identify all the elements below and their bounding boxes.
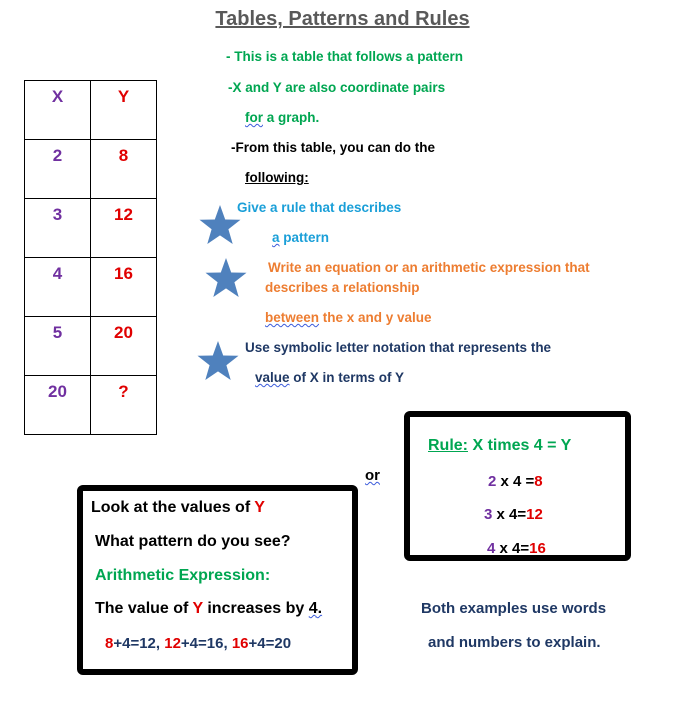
look-line bbox=[91, 499, 265, 517]
table-row bbox=[25, 258, 157, 317]
cell-y: ? bbox=[91, 376, 157, 435]
example-x: 2 bbox=[488, 473, 497, 490]
example-op: x 4= bbox=[495, 540, 530, 557]
expr-rest: +4=12, bbox=[113, 635, 165, 652]
xy-table bbox=[24, 80, 157, 435]
bullet-word: value bbox=[255, 370, 290, 385]
example-x: 3 bbox=[484, 506, 493, 523]
expr-rest: +4=20 bbox=[248, 635, 292, 652]
expr-term: 8 bbox=[105, 635, 114, 652]
cell-x: 20 bbox=[25, 376, 91, 435]
table-header-row bbox=[25, 81, 157, 140]
bullet-line bbox=[272, 230, 329, 245]
bullet-word: between bbox=[265, 310, 320, 325]
note-text: a graph. bbox=[263, 110, 320, 125]
look-line bbox=[95, 600, 322, 618]
note-line bbox=[245, 110, 319, 125]
bullet-text: the x and y value bbox=[319, 310, 432, 325]
look-text: increases by bbox=[202, 600, 309, 617]
table-row bbox=[25, 199, 157, 258]
look-y: Y bbox=[192, 600, 203, 617]
footer-line: and numbers to explain. bbox=[428, 634, 601, 651]
footer-line: Both examples use words bbox=[421, 600, 607, 617]
cell-x: 2 bbox=[25, 140, 91, 199]
rule-example bbox=[484, 506, 543, 523]
cell-x: 3 bbox=[25, 199, 91, 258]
bullet-line: describes a relationship bbox=[265, 280, 420, 295]
bullet-line bbox=[255, 370, 404, 385]
cell-y: 12 bbox=[91, 199, 157, 258]
look-text: Look at the values of bbox=[91, 499, 255, 516]
look-y: Y bbox=[254, 499, 265, 516]
expression-line bbox=[105, 635, 291, 652]
cell-x: 4 bbox=[25, 258, 91, 317]
bullet-word: a bbox=[272, 230, 280, 245]
rule-text: X times 4 = Y bbox=[468, 437, 572, 454]
table-row bbox=[25, 140, 157, 199]
expr-term: 16 bbox=[231, 635, 249, 652]
bullet-line: Give a rule that describes bbox=[237, 200, 402, 215]
look-text: The value of bbox=[95, 600, 193, 617]
rule-box bbox=[404, 411, 631, 561]
star-icon bbox=[196, 340, 240, 382]
bullet-line bbox=[265, 310, 432, 325]
example-op: x 4= bbox=[492, 506, 527, 523]
bullet-line: Write an equation or an arithmetic expression that bbox=[268, 260, 590, 275]
look-text: 4. bbox=[308, 600, 323, 617]
table-row bbox=[25, 376, 157, 435]
table-row bbox=[25, 317, 157, 376]
look-line: What pattern do you see? bbox=[95, 533, 291, 550]
example-x: 4 bbox=[487, 540, 496, 557]
page-title: Tables, Patterns and Rules bbox=[215, 8, 470, 30]
cell-y: 16 bbox=[91, 258, 157, 317]
header-y: Y bbox=[91, 81, 157, 140]
bullet-line: Use symbolic letter notation that represents the bbox=[245, 340, 552, 355]
expr-rest: +4=16, bbox=[180, 635, 232, 652]
example-y: 16 bbox=[529, 540, 546, 557]
cell-x: 5 bbox=[25, 317, 91, 376]
example-y: 8 bbox=[534, 473, 543, 490]
example-y: 12 bbox=[526, 506, 543, 523]
or-label: or bbox=[365, 467, 380, 484]
note-line: -X and Y are also coordinate pairs bbox=[228, 80, 446, 95]
star-icon bbox=[204, 257, 248, 299]
look-line: Arithmetic Expression: bbox=[95, 567, 271, 584]
cell-y: 20 bbox=[91, 317, 157, 376]
note-line: - This is a table that follows a pattern bbox=[226, 49, 464, 64]
example-op: x 4 = bbox=[496, 473, 535, 490]
bullet-text: of X in terms of Y bbox=[289, 370, 405, 385]
rule-example bbox=[488, 473, 543, 490]
expr-term: 12 bbox=[164, 635, 181, 652]
rule-example bbox=[487, 540, 546, 557]
look-box bbox=[77, 485, 358, 675]
rule-line bbox=[428, 437, 571, 455]
note-line: -From this table, you can do the bbox=[231, 140, 436, 155]
note-line: following: bbox=[245, 170, 309, 185]
star-icon bbox=[198, 204, 242, 246]
bullet-text: pattern bbox=[279, 230, 330, 245]
cell-y: 8 bbox=[91, 140, 157, 199]
header-x: X bbox=[25, 81, 91, 140]
note-word: for bbox=[245, 110, 263, 125]
rule-label: Rule: bbox=[428, 437, 468, 454]
